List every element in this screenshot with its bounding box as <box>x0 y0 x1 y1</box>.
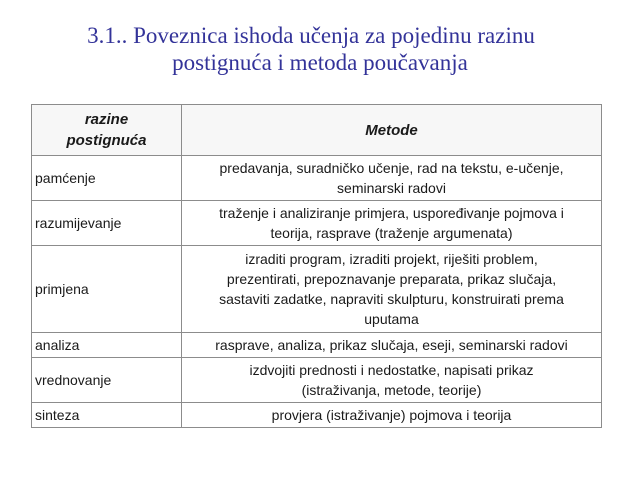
table-row <box>32 333 602 358</box>
outcomes-methods-table <box>31 104 602 428</box>
methods-cell <box>182 201 602 246</box>
table-row <box>32 201 602 246</box>
methods-line: predavanja, suradničko učenje, rad na tekstu, e-učenje, <box>219 160 564 176</box>
level-cell: razumijevanje <box>32 201 182 246</box>
methods-line: izdvojiti prednosti i nedostatke, napisati prikaz <box>249 362 534 378</box>
table-row <box>32 403 602 428</box>
methods-line: teorija, rasprave (traženje argumenata) <box>270 225 513 241</box>
methods-line: provjera (istraživanje) pojmova i teorija <box>271 407 512 423</box>
level-cell: sinteza <box>32 403 182 428</box>
methods-cell <box>182 333 602 358</box>
slide-title <box>40 22 600 76</box>
header-levels-line-1: razine <box>84 111 129 128</box>
title-line-2: postignuća i metoda poučavanja <box>172 50 468 75</box>
table-header-row <box>32 105 602 156</box>
table-row <box>32 246 602 333</box>
level-cell: analiza <box>32 333 182 358</box>
header-methods: Metode <box>182 105 602 156</box>
level-cell: vrednovanje <box>32 358 182 403</box>
level-cell: primjena <box>32 246 182 333</box>
methods-line: rasprave, analiza, prikaz slučaja, eseji, seminarski radovi <box>215 337 568 353</box>
methods-line: (istraživanja, metode, teorije) <box>301 382 482 398</box>
level-cell: pamćenje <box>32 156 182 201</box>
methods-line: seminarski radovi <box>337 180 446 196</box>
methods-cell <box>182 403 602 428</box>
methods-cell <box>182 246 602 333</box>
methods-cell <box>182 358 602 403</box>
methods-line: sastaviti zadatke, napraviti skulpturu, konstruirati prema <box>219 291 564 307</box>
methods-cell <box>182 156 602 201</box>
methods-line: traženje i analiziranje primjera, uspoređivanje pojmova i <box>219 205 564 221</box>
header-levels <box>32 105 182 156</box>
methods-line: uputama <box>364 311 419 327</box>
title-line-1: 3.1.. Poveznica ishoda učenja za pojedinu razinu <box>87 23 535 48</box>
header-levels-line-2: postignuća <box>66 132 147 149</box>
table-row <box>32 358 602 403</box>
table-row <box>32 156 602 201</box>
methods-line: prezentirati, prepoznavanje preparata, prikaz slučaja, <box>226 271 557 287</box>
methods-line: izraditi program, izraditi projekt, riješiti problem, <box>245 251 538 267</box>
